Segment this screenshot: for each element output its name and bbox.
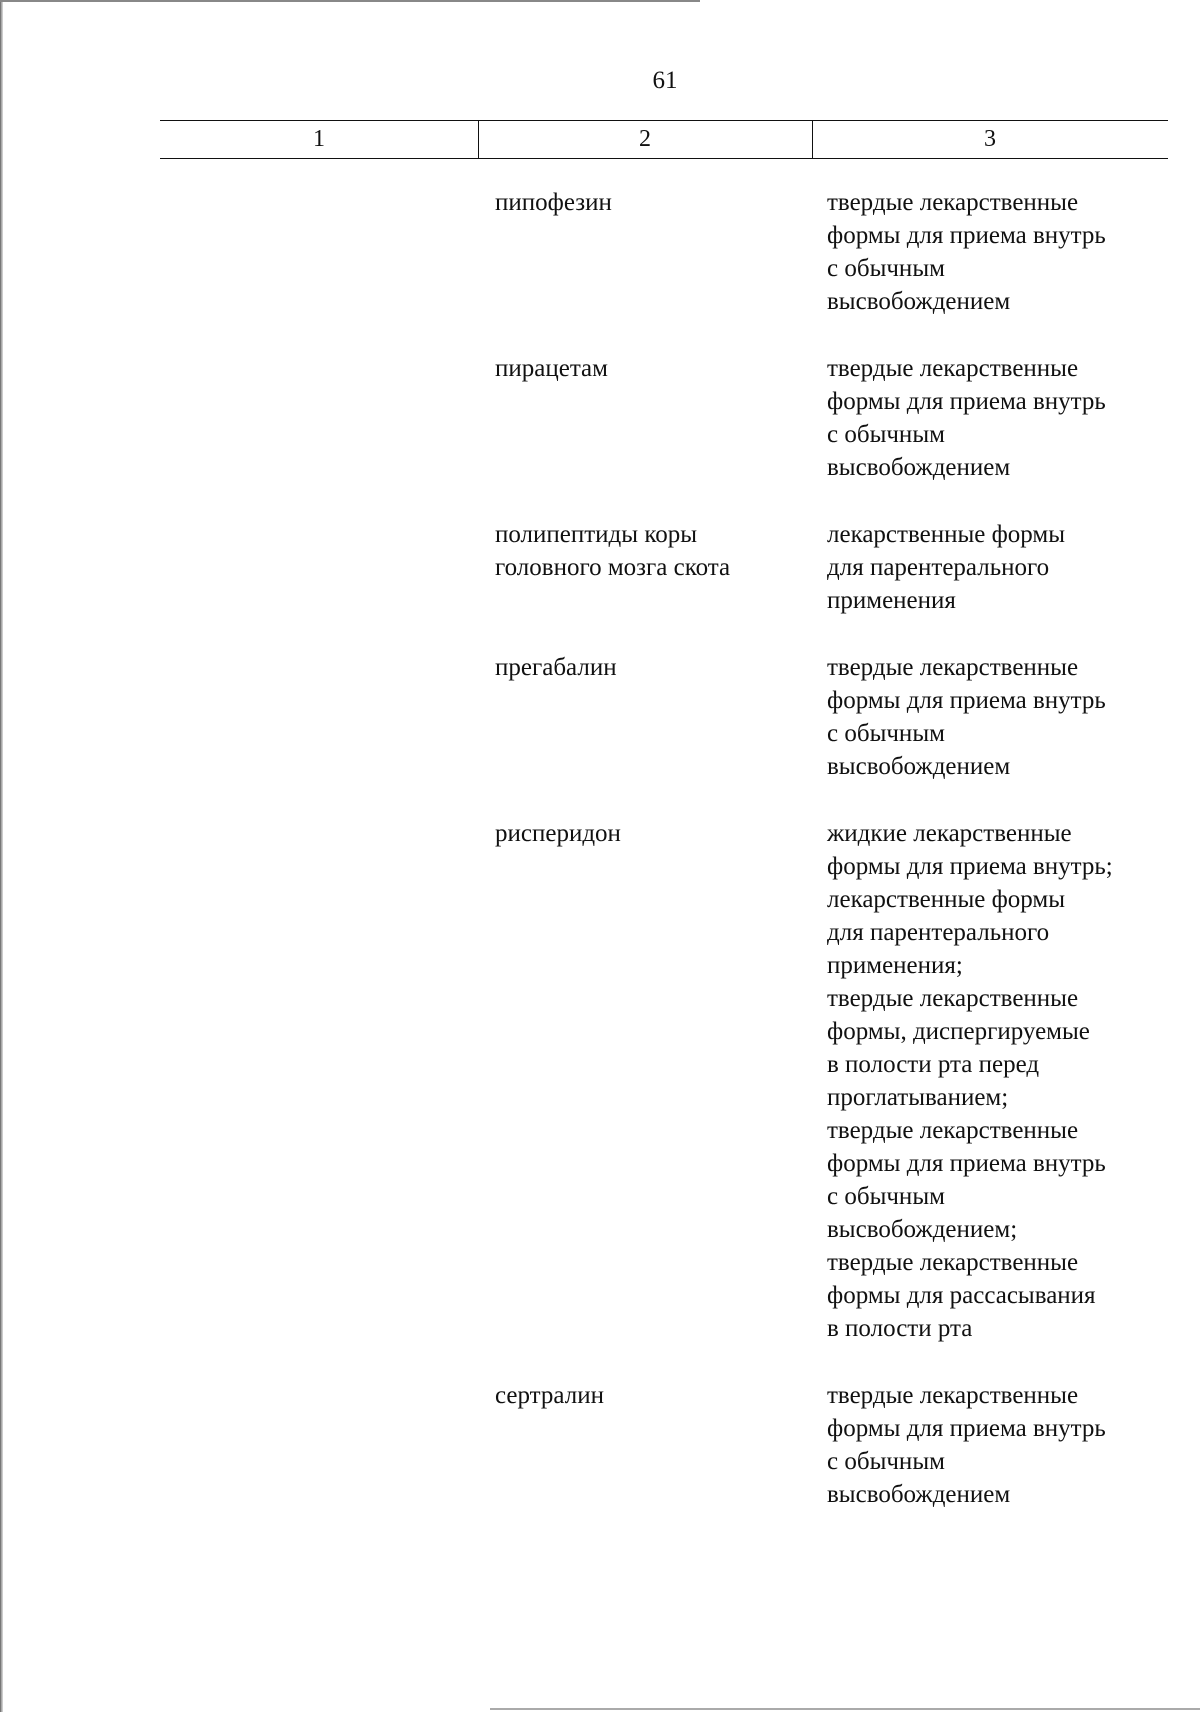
- dosage-form-line: формы для приема внутрь: [827, 388, 1106, 415]
- dosage-form: [827, 186, 1167, 318]
- dosage-form-line: твердые лекарственные: [827, 1382, 1079, 1409]
- drug-row: [160, 817, 1168, 1345]
- column-number-2: 2: [639, 126, 651, 152]
- page-number: 61: [652, 67, 678, 94]
- dosage-form-line: твердые лекарственные: [827, 1117, 1079, 1144]
- dosage-form-line: формы для приема внутрь: [827, 1150, 1106, 1177]
- drug-row: [160, 1379, 1168, 1511]
- drug-name: [495, 518, 795, 584]
- dosage-form-line: высвобождением: [827, 1481, 1011, 1508]
- dosage-form-line: лекарственные формы: [827, 521, 1066, 548]
- drug-name: [495, 352, 795, 385]
- dosage-form-line: высвобождением: [827, 753, 1011, 780]
- drug-row: [160, 186, 1168, 318]
- drug-name-line: сертралин: [495, 1382, 604, 1409]
- dosage-form-line: для парентерального: [827, 919, 1050, 946]
- drug-name-line: пирацетам: [495, 355, 608, 382]
- dosage-form-line: с обычным: [827, 720, 945, 747]
- header-rule-top: [160, 120, 1168, 121]
- drug-row: [160, 651, 1168, 783]
- dosage-form-line: лекарственные формы: [827, 886, 1066, 913]
- drug-row: [160, 518, 1168, 617]
- drug-list: [160, 186, 1168, 1545]
- dosage-form-line: проглатыванием;: [827, 1084, 1009, 1111]
- dosage-form-line: в полости рта перед: [827, 1051, 1040, 1078]
- scan-edge-bottom: [490, 1708, 1200, 1710]
- column-number-3: 3: [984, 126, 996, 152]
- scan-edge-left: [0, 0, 3, 1712]
- dosage-form-line: для парентерального: [827, 554, 1050, 581]
- dosage-form-line: с обычным: [827, 255, 945, 282]
- dosage-form-line: жидкие лекарственные: [827, 820, 1072, 847]
- column-number-1: 1: [313, 126, 325, 152]
- dosage-form-line: применения: [827, 587, 956, 614]
- drug-name: [495, 1379, 795, 1412]
- dosage-form: [827, 1379, 1167, 1511]
- dosage-form-line: твердые лекарственные: [827, 985, 1079, 1012]
- drug-name-line: рисперидон: [495, 820, 621, 847]
- dosage-form-line: формы для приема внутрь: [827, 1415, 1106, 1442]
- dosage-form-line: формы для приема внутрь;: [827, 853, 1113, 880]
- dosage-form-line: формы для рассасывания: [827, 1282, 1096, 1309]
- drug-name: [495, 817, 795, 850]
- dosage-form-line: твердые лекарственные: [827, 189, 1079, 216]
- drug-name-line: прегабалин: [495, 654, 617, 681]
- dosage-form-line: применения;: [827, 952, 963, 979]
- dosage-form-line: с обычным: [827, 421, 945, 448]
- dosage-form: [827, 352, 1167, 484]
- drug-row: [160, 352, 1168, 484]
- dosage-form-line: с обычным: [827, 1448, 945, 1475]
- dosage-form-line: формы, диспергируемые: [827, 1018, 1090, 1045]
- dosage-form-line: формы для приема внутрь: [827, 687, 1106, 714]
- scan-edge-top: [0, 0, 700, 2]
- dosage-form-line: твердые лекарственные: [827, 1249, 1079, 1276]
- dosage-form-line: с обычным: [827, 1183, 945, 1210]
- drug-name-line: полипептиды коры: [495, 521, 698, 548]
- drug-name: [495, 651, 795, 684]
- drug-name: [495, 186, 795, 219]
- dosage-form: [827, 817, 1167, 1345]
- table-header: [160, 120, 1168, 159]
- dosage-form-line: твердые лекарственные: [827, 654, 1079, 681]
- dosage-form-line: в полости рта: [827, 1315, 973, 1342]
- dosage-form-line: высвобождением: [827, 288, 1011, 315]
- dosage-form-line: высвобождением: [827, 454, 1011, 481]
- dosage-form-line: высвобождением;: [827, 1216, 1018, 1243]
- dosage-form: [827, 651, 1167, 783]
- dosage-form: [827, 518, 1167, 617]
- drug-name-line: головного мозга скота: [495, 554, 731, 581]
- dosage-form-line: формы для приема внутрь: [827, 222, 1106, 249]
- dosage-form-line: твердые лекарственные: [827, 355, 1079, 382]
- drug-name-line: пипофезин: [495, 189, 612, 216]
- header-rule-bottom: [160, 158, 1168, 159]
